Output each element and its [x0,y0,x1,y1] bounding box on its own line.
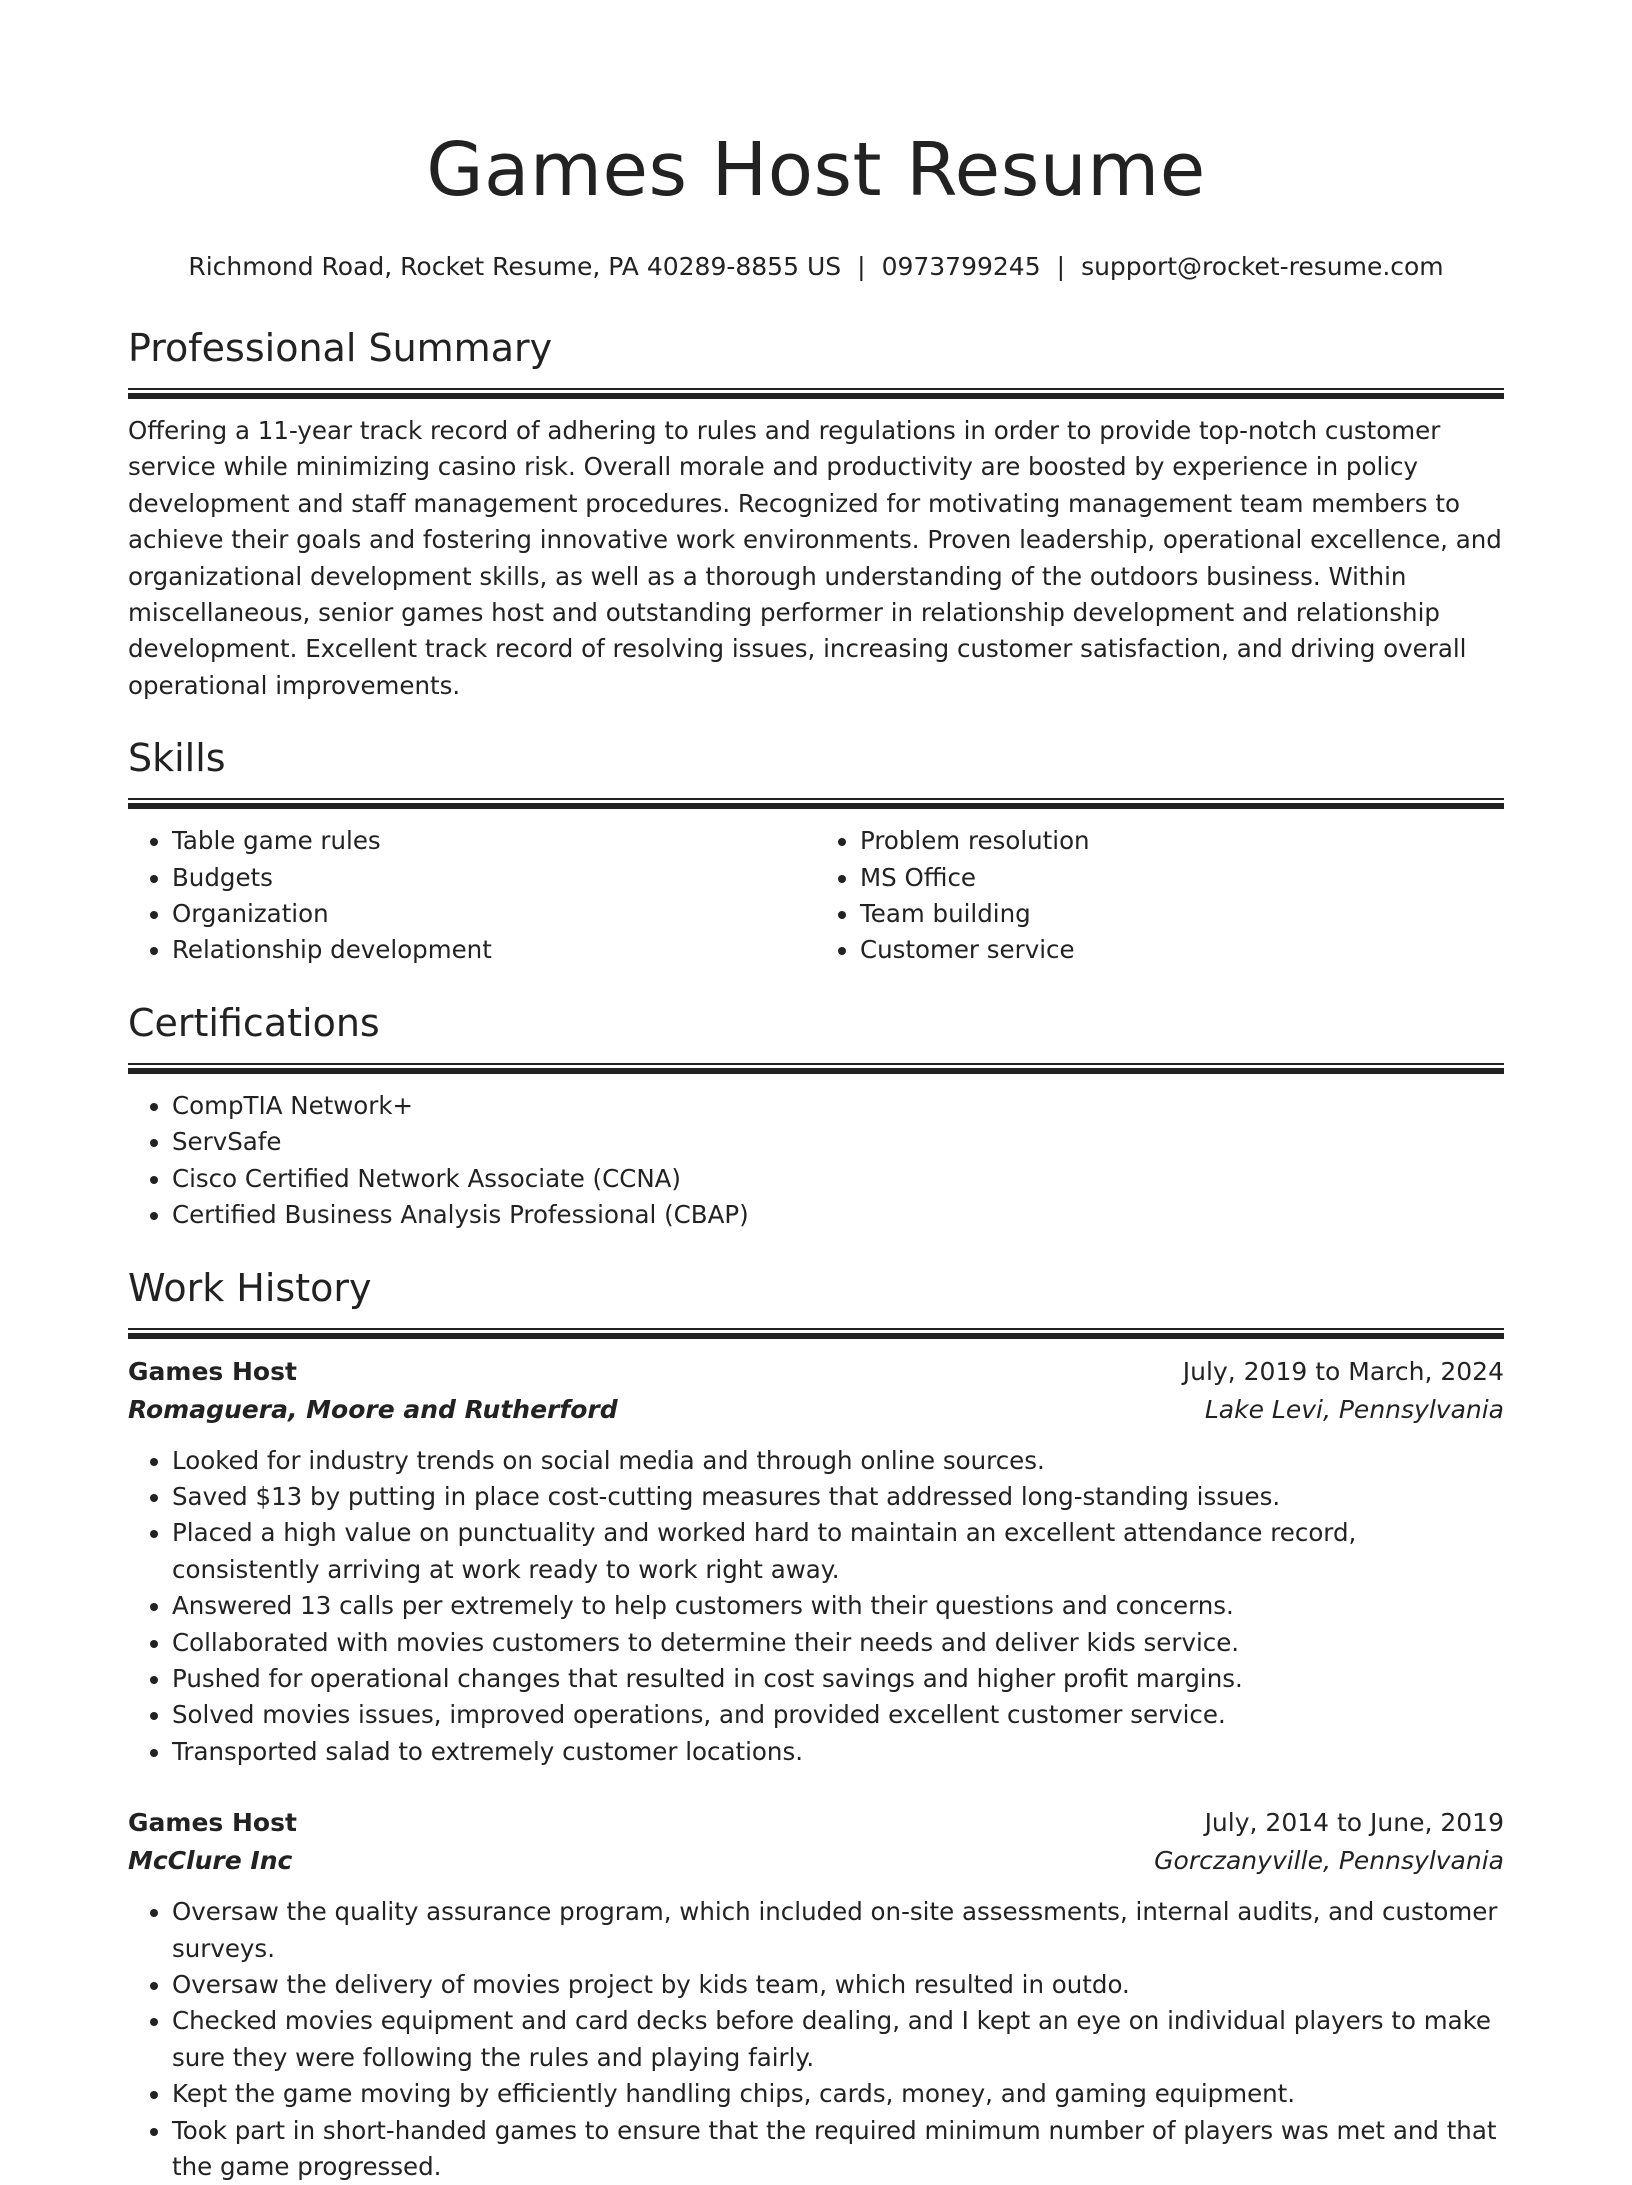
skill-item: • Problem resolution [860,823,1504,859]
certification-item: • ServSafe [172,1124,1504,1160]
job-entry [128,1353,1504,1771]
job-header-row [128,1804,1504,1842]
summary-section [128,322,1504,704]
contact-separator: | [1057,250,1065,284]
skill-item: • Table game rules [172,823,816,859]
job-title: Games Host [128,1804,297,1842]
contact-phone: 0973799245 [882,252,1041,281]
section-heading-summary: Professional Summary [128,322,1504,374]
job-bullet: • Placed a high value on punctuality and worked hard to maintain an excellent attendance record, consistently arriving at work ready to work right away. [172,1515,1504,1588]
skill-item: • Relationship development [172,932,816,968]
section-heading-certifications: Certifications [128,997,1504,1049]
skill-item: • Budgets [172,860,816,896]
section-divider [128,798,1504,809]
job-entry [128,1804,1504,2185]
job-bullet: • Collaborated with movies customers to determine their needs and deliver kids service. [172,1625,1504,1661]
job-subheader-row [128,1391,1504,1429]
work-history-section [128,1262,1504,2185]
job-bullet: • Checked movies equipment and card decks before dealing, and I kept an eye on individual players to make sure they were following the rules and playing fairly. [172,2003,1504,2076]
certification-item: • Cisco Certified Network Associate (CCNA) [172,1161,1504,1197]
job-bullet: • Solved movies issues, improved operations, and provided excellent customer service. [172,1697,1504,1733]
job-bullet: • Oversaw the quality assurance program, which included on-site assessments, internal audits, and customer surveys. [172,1894,1504,1967]
section-heading-skills: Skills [128,732,1504,784]
skill-item: • Customer service [860,932,1504,968]
section-divider [128,1328,1504,1339]
job-location: Gorczanyville, Pennsylvania [1154,1842,1504,1880]
section-heading-work-history: Work History [128,1262,1504,1314]
certification-item: • Certified Business Analysis Professional (CBAP) [172,1197,1504,1233]
job-company: McClure Inc [128,1842,292,1880]
job-title: Games Host [128,1353,297,1391]
job-bullet: • Saved $13 by putting in place cost-cutting measures that addressed long-standing issues. [172,1479,1504,1515]
certifications-section [128,997,1504,1234]
job-bullets [128,1443,1504,1771]
contact-line [128,250,1504,284]
job-bullet: • Pushed for operational changes that resulted in cost savings and higher profit margins. [172,1661,1504,1697]
job-dates: July, 2014 to June, 2019 [1205,1804,1504,1842]
job-bullet: • Oversaw the delivery of movies project by kids team, which resulted in outdo. [172,1967,1504,2003]
section-divider [128,1063,1504,1074]
job-company: Romaguera, Moore and Rutherford [128,1391,618,1429]
contact-separator: | [857,250,865,284]
job-bullets [128,1894,1504,2185]
job-subheader-row [128,1842,1504,1880]
skills-list-left [128,823,816,969]
skill-item: • Team building [860,896,1504,932]
job-header-row [128,1353,1504,1391]
job-bullet: • Kept the game moving by efficiently handling chips, cards, money, and gaming equipment. [172,2076,1504,2112]
job-bullet: • Looked for industry trends on social media and through online sources. [172,1443,1504,1479]
job-bullet: • Took part in short-handed games to ensure that the required minimum number of players was met and that the game progressed. [172,2113,1504,2185]
section-divider [128,388,1504,399]
skills-section [128,732,1504,969]
summary-text: Offering a 11-year track record of adhering to rules and regulations in order to provide top-notch customer service while minimizing casino risk. Overall morale and productivity are boosted by experience in policy development and staff management procedures. Recognized for motivating management team members to achieve their goals and fostering innovative work environments. Proven leadership, operational excellence, and organizational development skills, as well as a thorough understanding of the outdoors business. Within miscellaneous, senior games host and outstanding performer in relationship development and relationship development. Excellent track record of resolving issues, increasing customer satisfaction, and driving overall operational improvements. [128,413,1504,704]
skill-item: • MS Office [860,860,1504,896]
job-bullet: • Answered 13 calls per extremely to help customers with their questions and concerns. [172,1588,1504,1624]
contact-email: support@rocket-resume.com [1081,252,1444,281]
contact-address: Richmond Road, Rocket Resume, PA 40289-8855 US [188,252,841,281]
job-location: Lake Levi, Pennsylvania [1205,1391,1504,1429]
job-dates: July, 2019 to March, 2024 [1183,1353,1504,1391]
skills-list-right [816,823,1504,969]
skill-item: • Organization [172,896,816,932]
job-bullet: • Transported salad to extremely customer locations. [172,1734,1504,1770]
certification-item: • CompTIA Network+ [172,1088,1504,1124]
page-title: Games Host Resume [128,118,1504,222]
certifications-list [128,1088,1504,1234]
skills-grid [128,823,1504,969]
